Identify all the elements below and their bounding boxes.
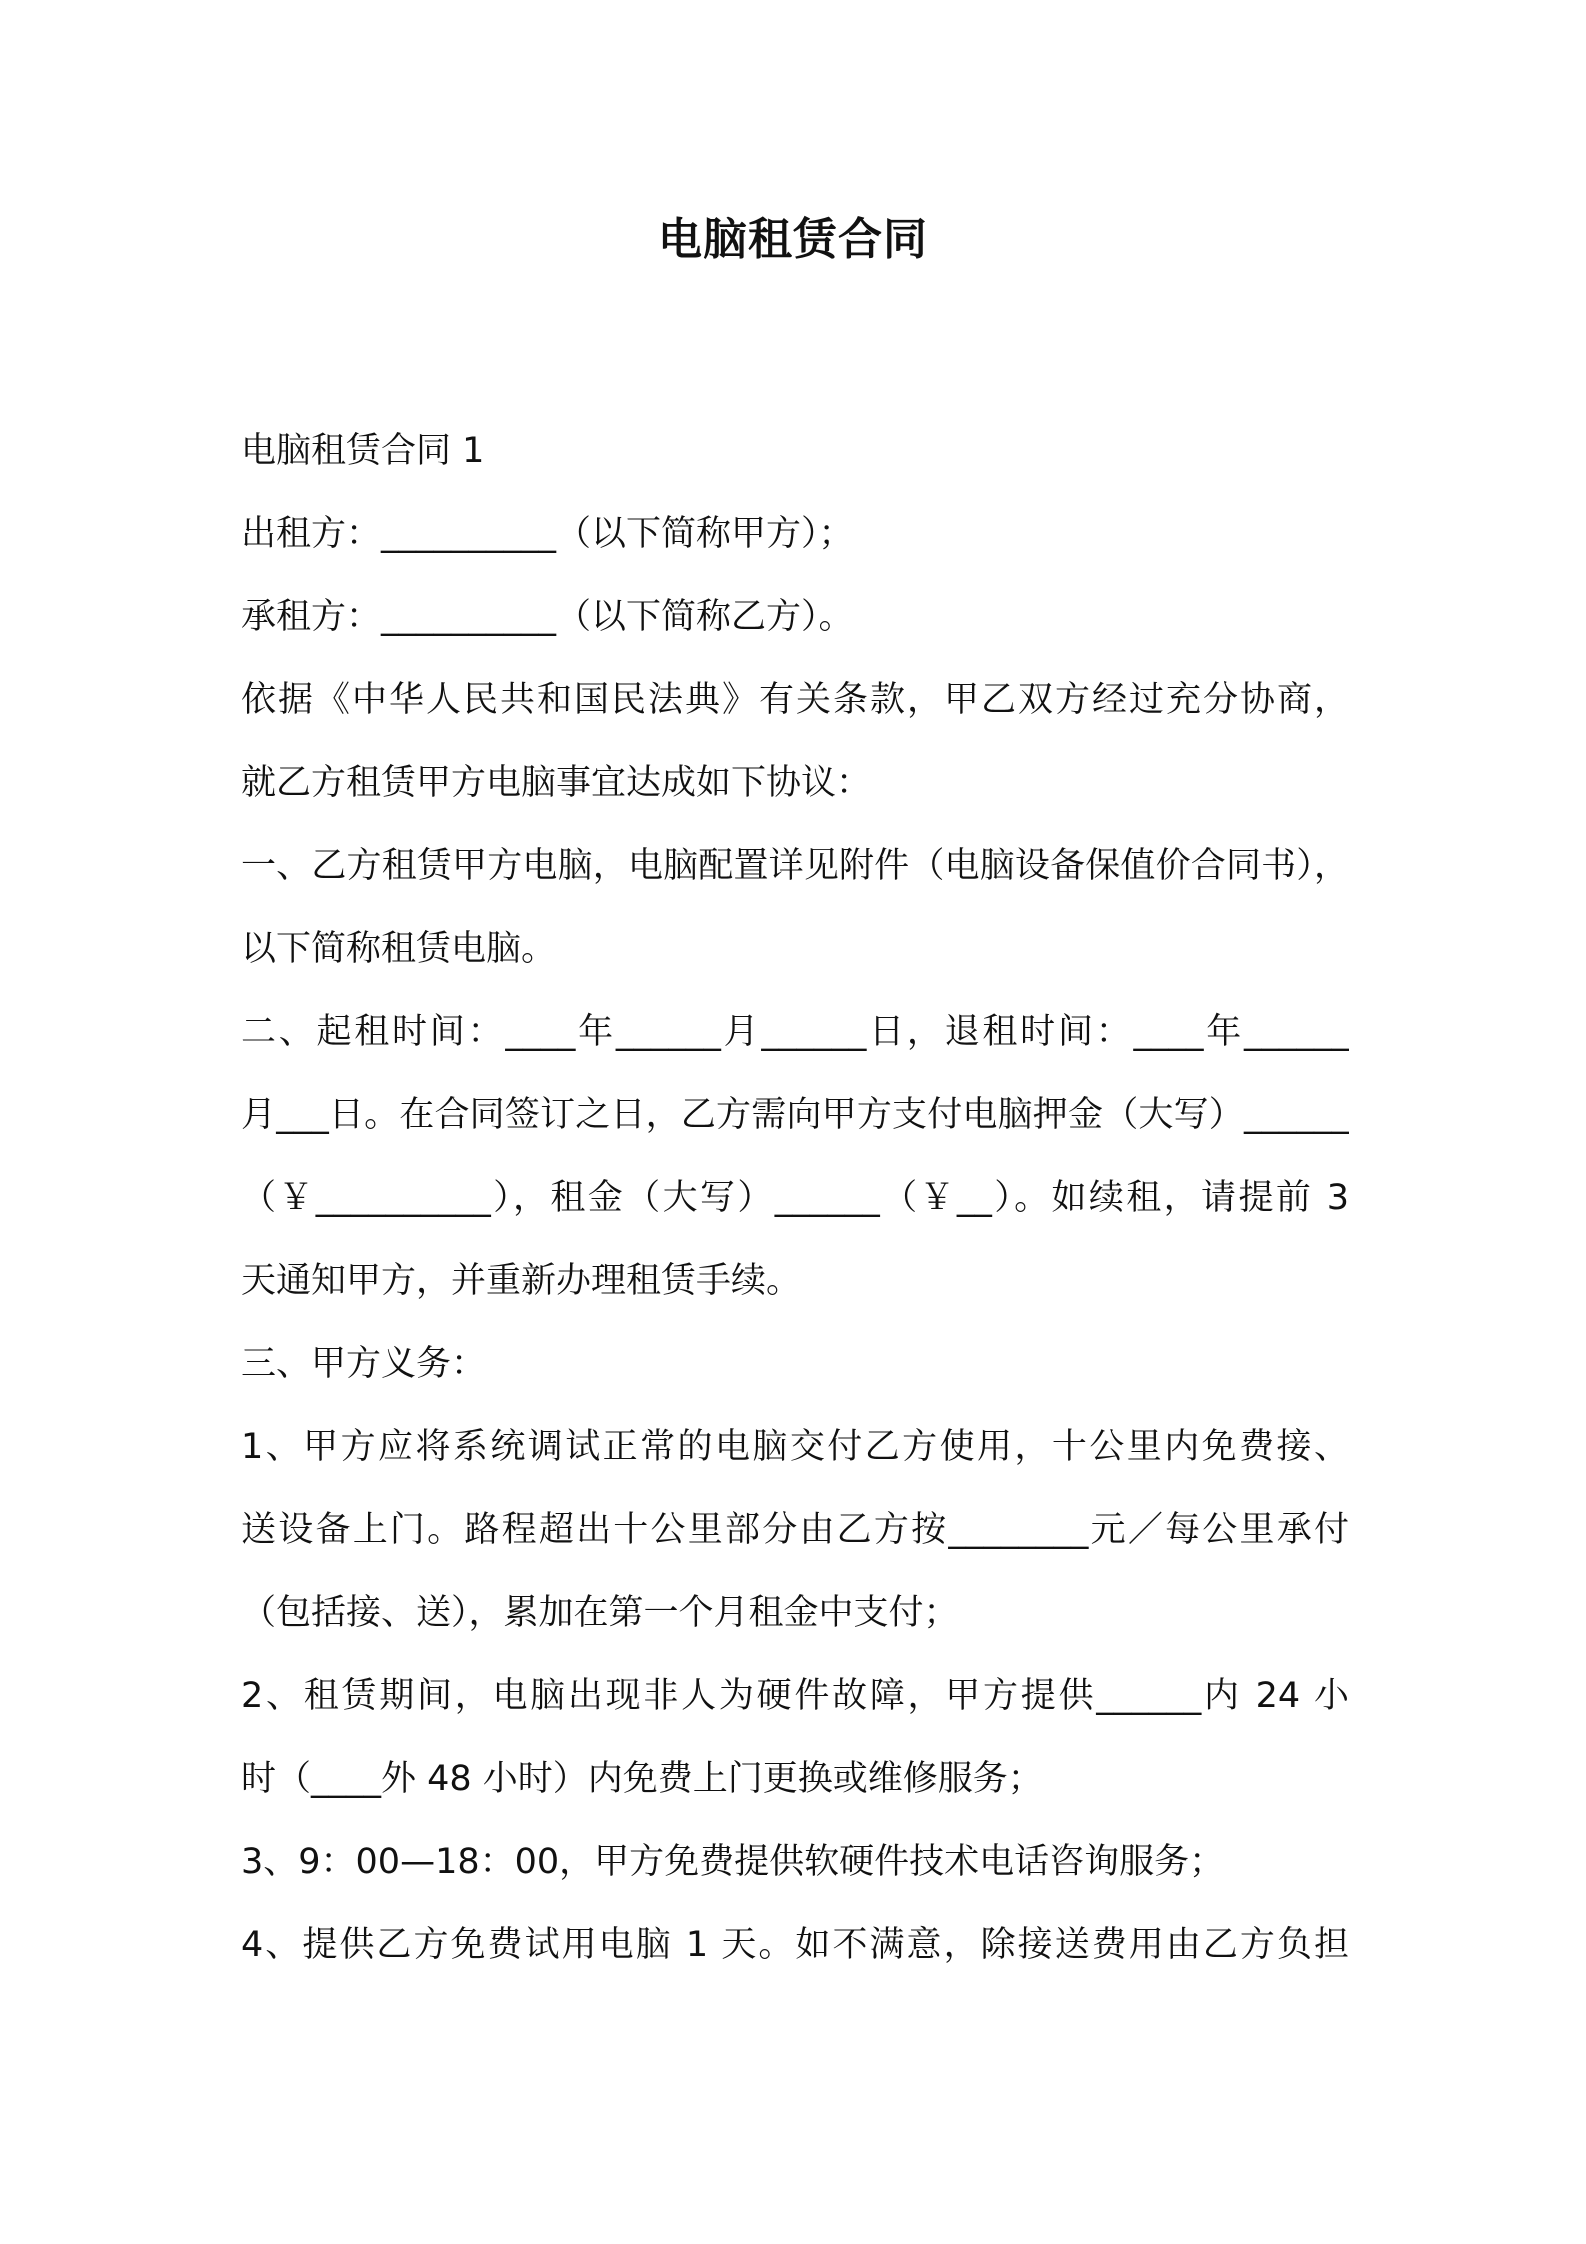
- preamble-line-1: 依据《中华人民共和国民法典》有关条款，甲乙双方经过充分协商，: [241, 680, 1349, 720]
- clause-2-line-3: （￥__________），租金（大写）______（￥__）。如续租，请提前 3: [241, 1178, 1349, 1218]
- obligation-4-line-1: 4、提供乙方免费试用电脑 1 天。如不满意，除接送费用由乙方负担: [241, 1925, 1349, 1965]
- obligation-2-line-1: 2、租赁期间，电脑出现非人为硬件故障，甲方提供______内 24 小: [241, 1676, 1349, 1716]
- clause-3-heading: 三、甲方义务：: [241, 1344, 487, 1384]
- document-title: 电脑租赁合同: [658, 214, 928, 265]
- lessee-line: 承租方：__________（以下简称乙方）。: [241, 597, 854, 637]
- clause-2-line-4: 天通知甲方，并重新办理租赁手续。: [241, 1261, 802, 1301]
- obligation-1-line-3: （包括接、送），累加在第一个月租金中支付；: [241, 1593, 959, 1633]
- document-body: [241, 410, 1349, 1987]
- obligation-1-line-2: 送设备上门。路程超出十公里部分由乙方按________元／每公里承付: [241, 1510, 1349, 1550]
- section-heading: 电脑租赁合同 1: [241, 431, 485, 471]
- clause-2-line-2: 月___日。在合同签订之日，乙方需向甲方支付电脑押金（大写）______: [241, 1095, 1349, 1135]
- clause-1-line-2: 以下简称租赁电脑。: [241, 929, 557, 969]
- preamble-line-2: 就乙方租赁甲方电脑事宜达成如下协议：: [241, 763, 872, 803]
- obligation-1-line-1: 1、甲方应将系统调试正常的电脑交付乙方使用，十公里内免费接、: [241, 1427, 1349, 1467]
- obligation-3-line: 3、9：00—18：00，甲方免费提供软硬件技术电话咨询服务；: [241, 1842, 1225, 1882]
- lessor-line: 出租方：__________（以下简称甲方）；: [241, 514, 854, 554]
- obligation-2-line-2: 时（____外 48 小时）内免费上门更换或维修服务；: [241, 1759, 1043, 1799]
- clause-2-line-1: 二、起租时间：____年______月______日，退租时间：____年______: [241, 1012, 1349, 1052]
- clause-1-line-1: 一、乙方租赁甲方电脑，电脑配置详见附件（电脑设备保值价合同书），: [241, 846, 1349, 886]
